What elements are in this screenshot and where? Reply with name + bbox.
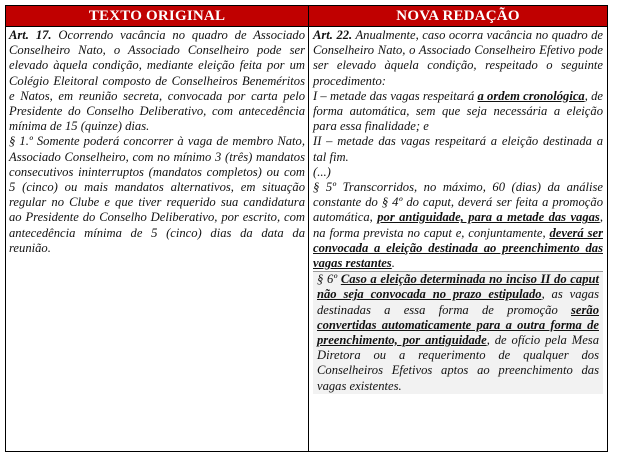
emphasis-text: por antiguidade, para a metade das vagas bbox=[377, 210, 600, 225]
original-paragraph-1: § 1.º Somente poderá concorrer à vaga de membro Nato, Associado Conselheiro, com no mínimo 3 (três) mandatos consecutivos ininterruptos (mandatos completos) ou com 5 (cinco) ou mais mandatos alternativos, em situação regular no Clube e que tiver requerido sua candidatura ao Presidente do Conselho Deliberativo, por escrito, com antecedência mínima de 5 (cinco) dias da data da reunião. bbox=[9, 134, 305, 255]
original-text-column bbox=[6, 27, 309, 451]
new-paragraph-6: § 6º Caso a eleição determinada no inciso II do caput não seja convocada no prazo estipulado, as vagas destinadas a essa forma de promoção serão convertidas automaticamente para a outra forma de preenchimento, por antiguidade, de ofício pela Mesa Diretora ou a requerimento de qualquer dos Conselheiros Efetivos aptos ao preenchimento das vagas existentes. bbox=[313, 271, 603, 394]
new-inciso-2: II – metade das vagas respeitará a eleição destinada a tal fim. bbox=[313, 134, 603, 164]
emphasis-text: deverá ser convocada a eleição destinada ao preenchimento das vagas restantes bbox=[313, 225, 603, 271]
header-new-wording: NOVA REDAÇÃO bbox=[396, 8, 520, 24]
table-header-row bbox=[6, 6, 607, 27]
original-article-17 bbox=[9, 28, 305, 134]
article-label: Art. 22. bbox=[313, 28, 353, 42]
article-text: Anualmente, caso ocorra vacância no quadro de Conselheiro Nato, o Associado Conselheiro Efetivo pode ser elevado àquela condição, respeitado o seguinte procedimento: bbox=[313, 28, 603, 88]
ellipsis: (...) bbox=[313, 164, 331, 179]
new-article-22 bbox=[313, 28, 603, 89]
article-label: Art. 17. bbox=[9, 28, 52, 42]
emphasis-text: serão convertidas automaticamente para a outra forma de preenchimento, por antiguidade bbox=[317, 302, 599, 348]
table-body-row bbox=[6, 27, 607, 451]
emphasis-text: Caso a eleição determinada no inciso II do caput não seja convocada no prazo estipulado bbox=[317, 272, 599, 302]
article-text: Ocorrendo vacância no quadro de Associado Conselheiro Nato, o Associado Conselheiro pode ser elevado àquela condição, mediante eleição feita por um Colégio Eleitoral composto de Conselheiros Beneméritos e Natos, em reunião secreta, convocada por carta pelo Presidente do Conselho Deliberativo, com antecedência mínima de 15 (quinze) dias. bbox=[9, 28, 305, 134]
header-original-text: TEXTO ORIGINAL bbox=[6, 6, 309, 26]
new-wording-column bbox=[309, 27, 607, 451]
emphasis-text: a ordem cronológica bbox=[477, 88, 585, 103]
comparison-table bbox=[5, 5, 608, 452]
new-inciso-1: I – metade das vagas respeitará a ordem cronológica, de forma automática, sem que seja necessária a eleição para essa finalidade; e bbox=[313, 88, 603, 134]
new-paragraph-5: § 5º Transcorridos, no máximo, 60 (dias) da análise constante do § 4º do caput, deverá ser feita a promoção automática, por antiguidade, para a metade das vagas, na forma prevista no caput e, conjuntamente, deverá ser convocada a eleição destinada ao preenchimento das vagas restantes. bbox=[313, 180, 603, 271]
